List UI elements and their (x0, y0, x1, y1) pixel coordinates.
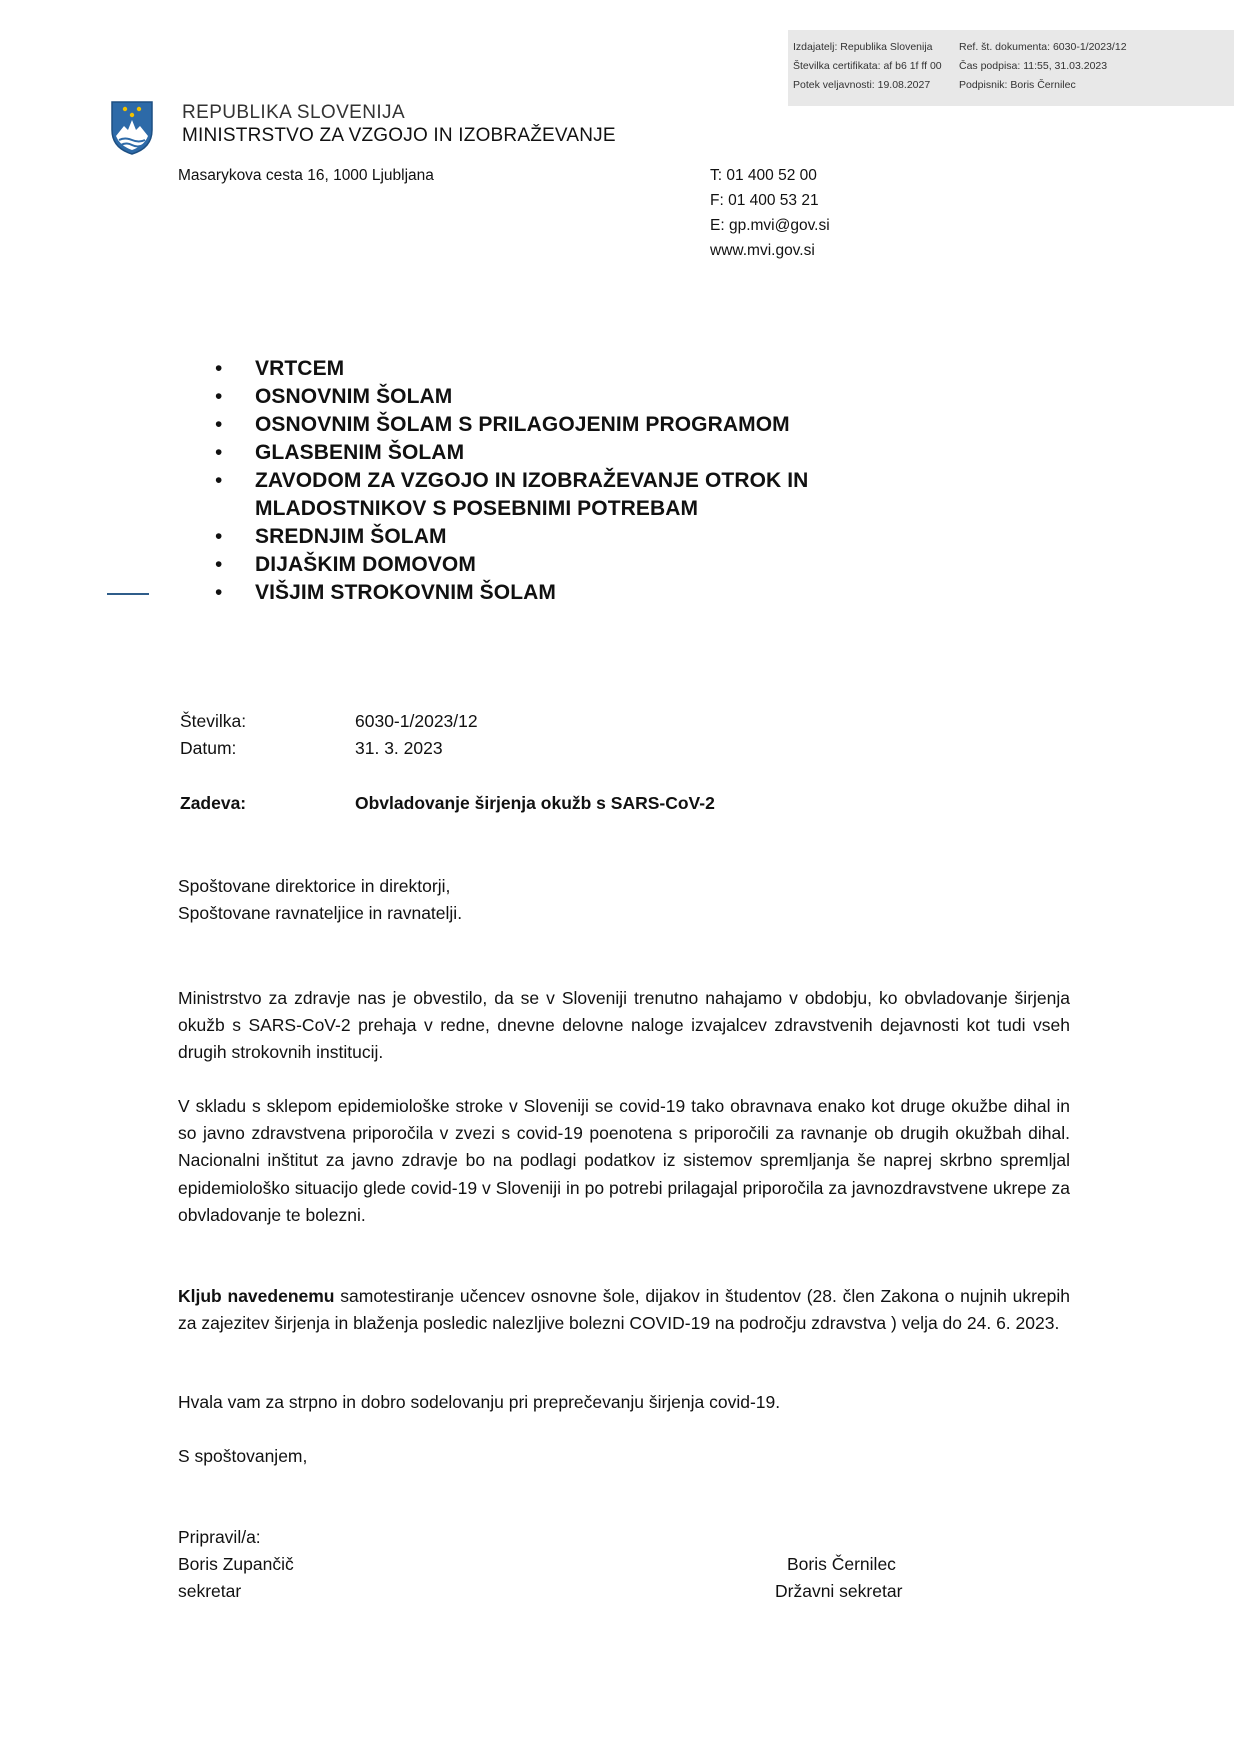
list-item: • GLASBENIM ŠOLAM (215, 439, 875, 467)
recipients-list (215, 355, 875, 607)
bullet: • (215, 441, 223, 464)
bullet: • (215, 553, 223, 576)
document-number: 6030-1/2023/12 (355, 711, 478, 731)
signer-name: Boris Černilec (787, 1554, 896, 1574)
stamp-issuer: Izdajatelj: Republika Slovenija (793, 41, 933, 53)
number-label: Številka: (180, 711, 247, 731)
stamp-certificate: Številka certifikata: af b6 1f ff 00 (793, 60, 942, 72)
preparer-title: sekretar (178, 1581, 242, 1601)
preparer-name: Boris Zupančič (178, 1554, 294, 1574)
bullet: • (215, 469, 223, 492)
body-paragraph: V skladu s sklepom epidemiološke stroke v Sloveniji se covid-19 tako obravnava enako kot druge okužbe dihal in so javno zdravstvena priporočila v zvezi s covid-19 poenotena s priporočili za ravnanje ob drugih okužbah dihal. Nacionalni inštitut za javno zdravje bo na podlagi podatkov iz sistemov spremljanja še naprej skrbno spremljal epidemiološko situacijo glede covid-19 v Sloveniji in po potrebi prilagajal priporočila za javnozdravstvene ukrepe za obvladovanje te bolezni. (178, 1096, 1070, 1225)
greeting-line: Spoštovane direktorice in direktorji, (178, 876, 451, 896)
list-item: • ZAVODOM ZA VZGOJO IN IZOBRAŽEVANJE OTROK IN MLADOSTNIKOV S POSEBNIMI POTREBAM (215, 469, 809, 520)
subject-label: Zadeva: (180, 793, 247, 813)
body-paragraph: Kljub navedenemu samotestiranje učencev osnovne šole, dijakov in študentov (28. člen Zakona o nujnih ukrepih za zajezitev širjenja in blaženja posledic nalezljive bolezni COVID-19 na področju zdravstva ) velja do 24. 6. 2023. (178, 1286, 1071, 1334)
prepared-by-label: Pripravil/a: (178, 1527, 261, 1547)
bullet: • (215, 413, 223, 436)
coat-of-arms-logo (110, 100, 154, 156)
body-paragraph: Hvala vam za strpno in dobro sodelovanju pri preprečevanju širjenja covid-19. (178, 1392, 781, 1412)
ministry-name: MINISTRSTVO ZA VZGOJO IN IZOBRAŽEVANJE (182, 125, 616, 146)
list-item: • OSNOVNIM ŠOLAM S PRILAGOJENIM PROGRAMOM (215, 411, 875, 439)
bullet: • (215, 581, 223, 604)
closing: S spoštovanjem, (178, 1446, 308, 1466)
document-date: 31. 3. 2023 (355, 738, 443, 758)
bullet: • (215, 357, 223, 380)
stamp-reference: Ref. št. dokumenta: 6030-1/2023/12 (959, 41, 1127, 53)
republic-name: REPUBLIKA SLOVENIJA (182, 102, 406, 123)
list-item: • VIŠJIM STROKOVNIM ŠOLAM (215, 579, 875, 607)
stamp-sign-time: Čas podpisa: 11:55, 31.03.2023 (959, 60, 1108, 72)
list-item: • DIJAŠKIM DOMOVOM (215, 551, 875, 579)
emphasis: Kljub navedenemu (178, 1286, 335, 1306)
bullet: • (215, 385, 223, 408)
list-item: • OSNOVNIM ŠOLAM (215, 383, 875, 411)
greeting-line: Spoštovane ravnateljice in ravnatelji. (178, 903, 463, 923)
signer-title: Državni sekretar (775, 1581, 903, 1601)
body-paragraph: Ministrstvo za zdravje nas je obvestilo, da se v Sloveniji trenutno nahajamo v obdobju, ko obvladovanje širjenja okužb s SARS-CoV-2 prehaja v redne, dnevne delovne naloge izvajalcev zdravstvenih dejavnosti kot tudi vseh drugih strokovnih institucij. (178, 988, 1070, 1063)
subject-text: Obvladovanje širjenja okužb s SARS-CoV-2 (355, 793, 715, 813)
list-item: • SREDNJIM ŠOLAM (215, 523, 875, 551)
stamp-expiry: Potek veljavnosti: 19.08.2027 (793, 79, 931, 91)
digital-signature-stamp (788, 30, 1234, 106)
address: Masarykova cesta 16, 1000 Ljubljana (178, 167, 434, 184)
fax: F: 01 400 53 21 (710, 192, 819, 209)
email-link[interactable]: E: gp.mvi@gov.si (710, 217, 830, 234)
phone: T: 01 400 52 00 (710, 167, 817, 184)
list-item: • VRTCEM (215, 355, 875, 383)
website-link[interactable]: www.mvi.gov.si (710, 242, 815, 259)
stamp-signer: Podpisnik: Boris Černilec (959, 79, 1076, 91)
fold-mark (107, 593, 149, 595)
date-label: Datum: (180, 738, 237, 758)
bullet: • (215, 525, 223, 548)
